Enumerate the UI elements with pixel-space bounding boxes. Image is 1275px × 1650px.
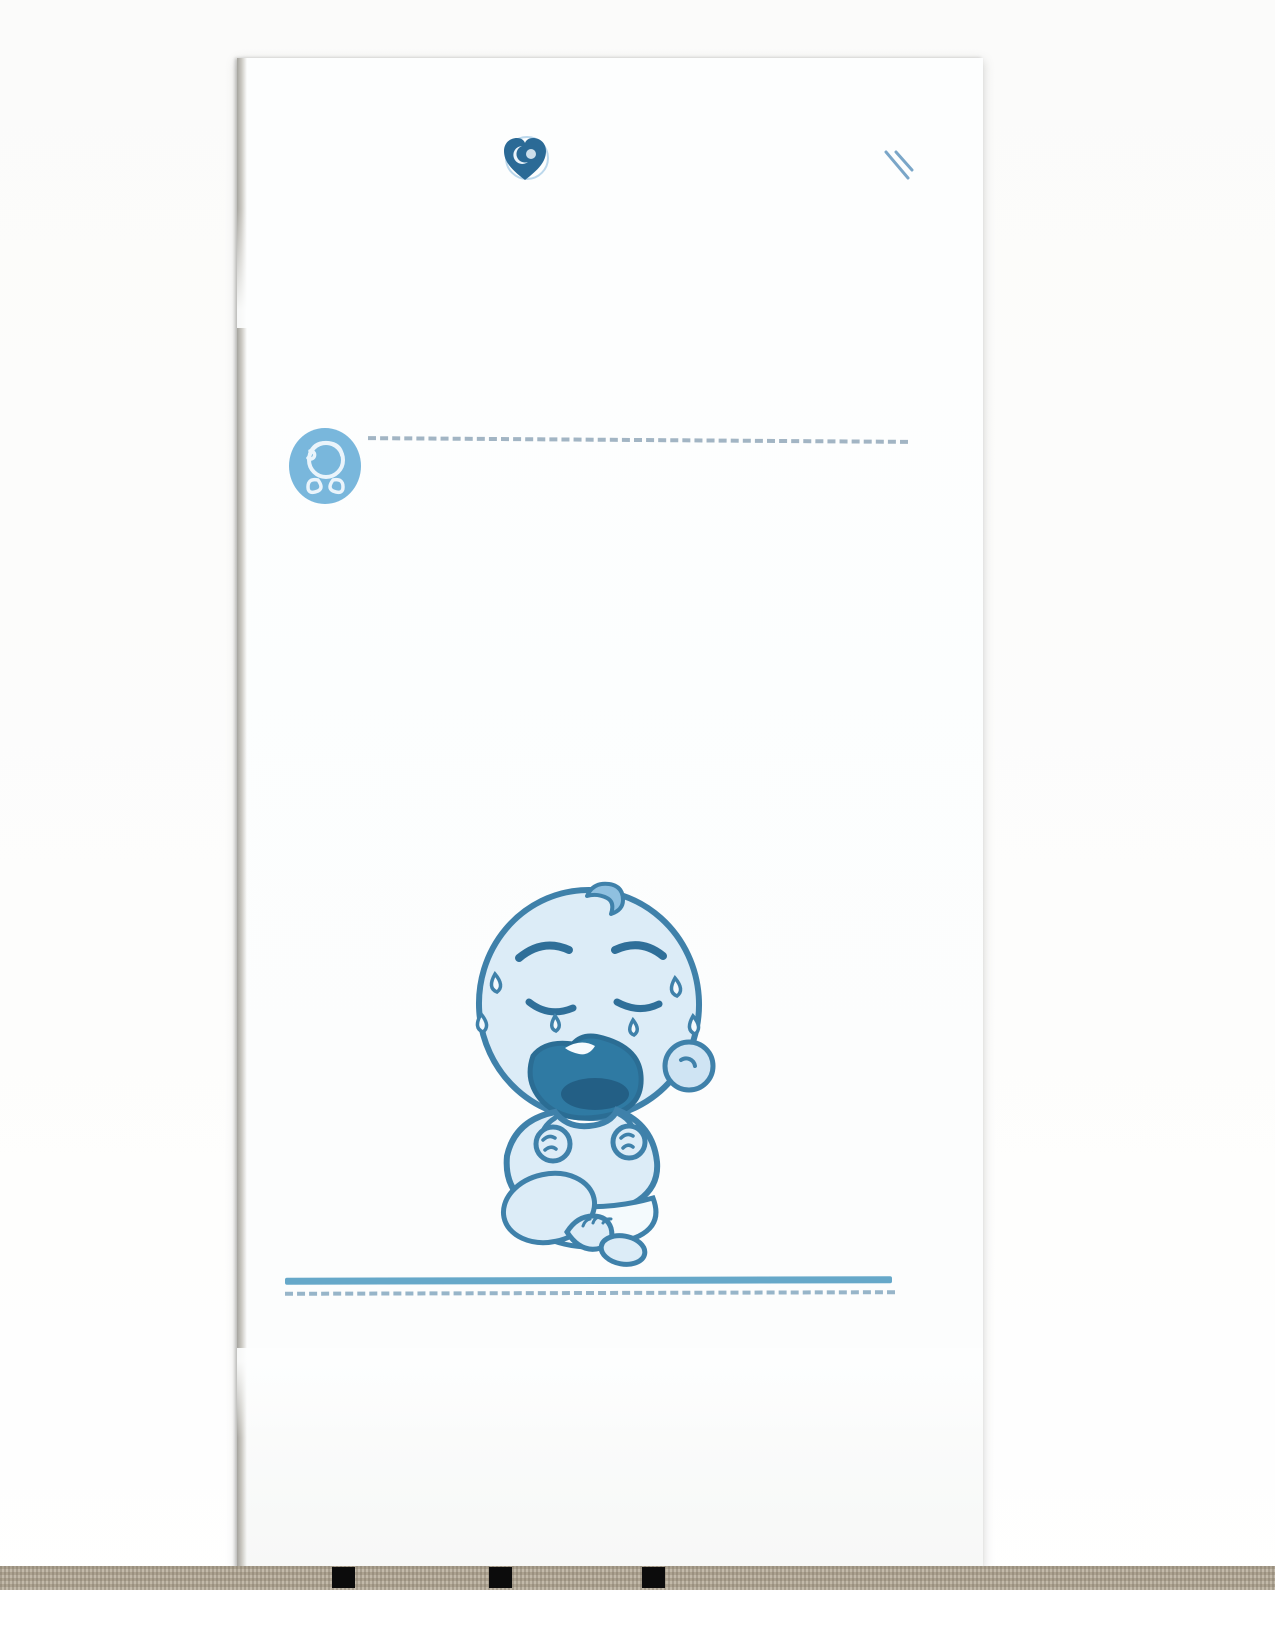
heart-with-parent-child-icon (500, 134, 550, 190)
fabric-mark (332, 1567, 355, 1588)
divider-line-solid (285, 1276, 892, 1285)
pen-strokes-icon (882, 148, 916, 186)
running-header-title (553, 144, 883, 147)
doodle-fade-top (237, 208, 983, 328)
dashed-rule (368, 436, 908, 444)
crying-baby-illustration (437, 856, 747, 1280)
doodle-fade-bottom (237, 1348, 983, 1438)
divider-line-dashed (285, 1290, 895, 1296)
fabric-mark (489, 1567, 512, 1588)
baby-face-badge-icon (288, 428, 363, 505)
fabric-surface (0, 1566, 1275, 1590)
fabric-mark (642, 1567, 665, 1588)
book-page (237, 58, 983, 1568)
